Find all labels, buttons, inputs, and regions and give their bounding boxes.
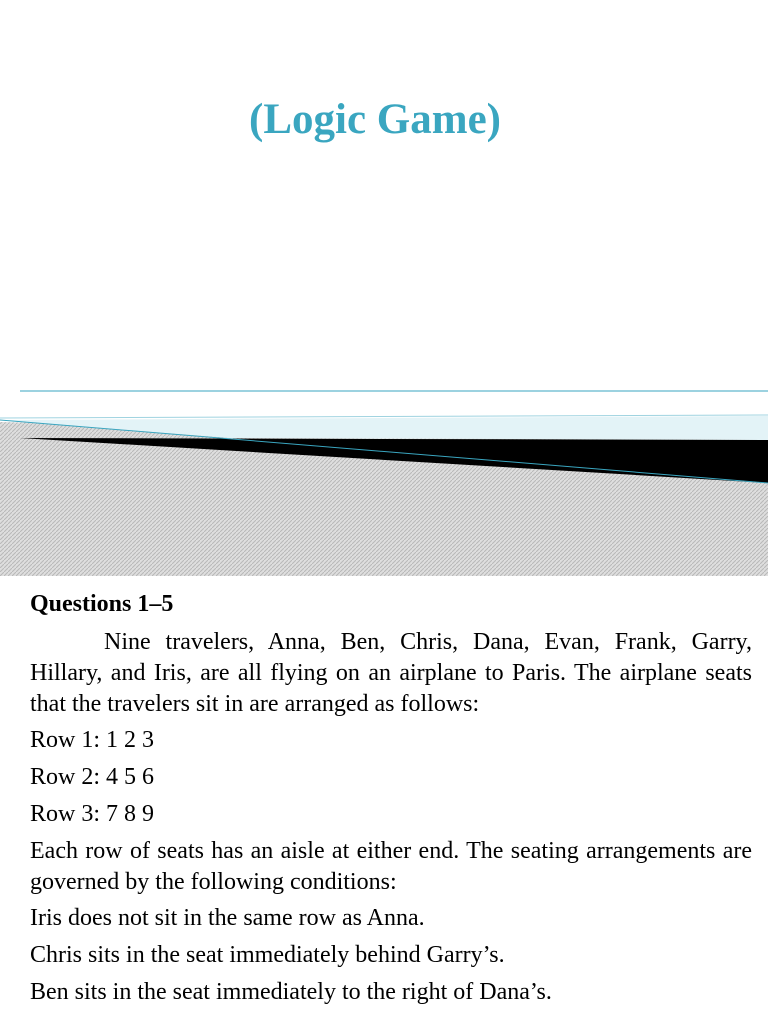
seat-row-1: Row 1: 1 2 3: [30, 727, 155, 753]
questions-heading: Questions 1–5: [30, 591, 174, 617]
condition-1: Iris does not sit in the same row as Anna.: [30, 905, 425, 931]
seat-row-3: Row 3: 7 8 9: [30, 801, 155, 827]
condition-3: Ben sits in the seat immediately to the right of Dana’s.: [30, 979, 552, 1005]
aisle-paragraph: Each row of seats has an aisle at either end. The seating arrangements are governed by the following conditions:: [30, 838, 752, 895]
condition-2: Chris sits in the seat immediately behind Garry’s.: [30, 942, 505, 968]
slide-title: (Logic Game): [249, 96, 501, 143]
question-content: [30, 589, 752, 1014]
intro-paragraph: Nine travelers, Anna, Ben, Chris, Dana, Evan, Frank, Garry, Hillary, and Iris, are all flying on an airplane to Paris. The airplane seats that the travelers sit in are arranged as follows:: [30, 629, 752, 717]
seat-row-2: Row 2: 4 5 6: [30, 764, 155, 790]
decorative-band: [0, 380, 768, 576]
